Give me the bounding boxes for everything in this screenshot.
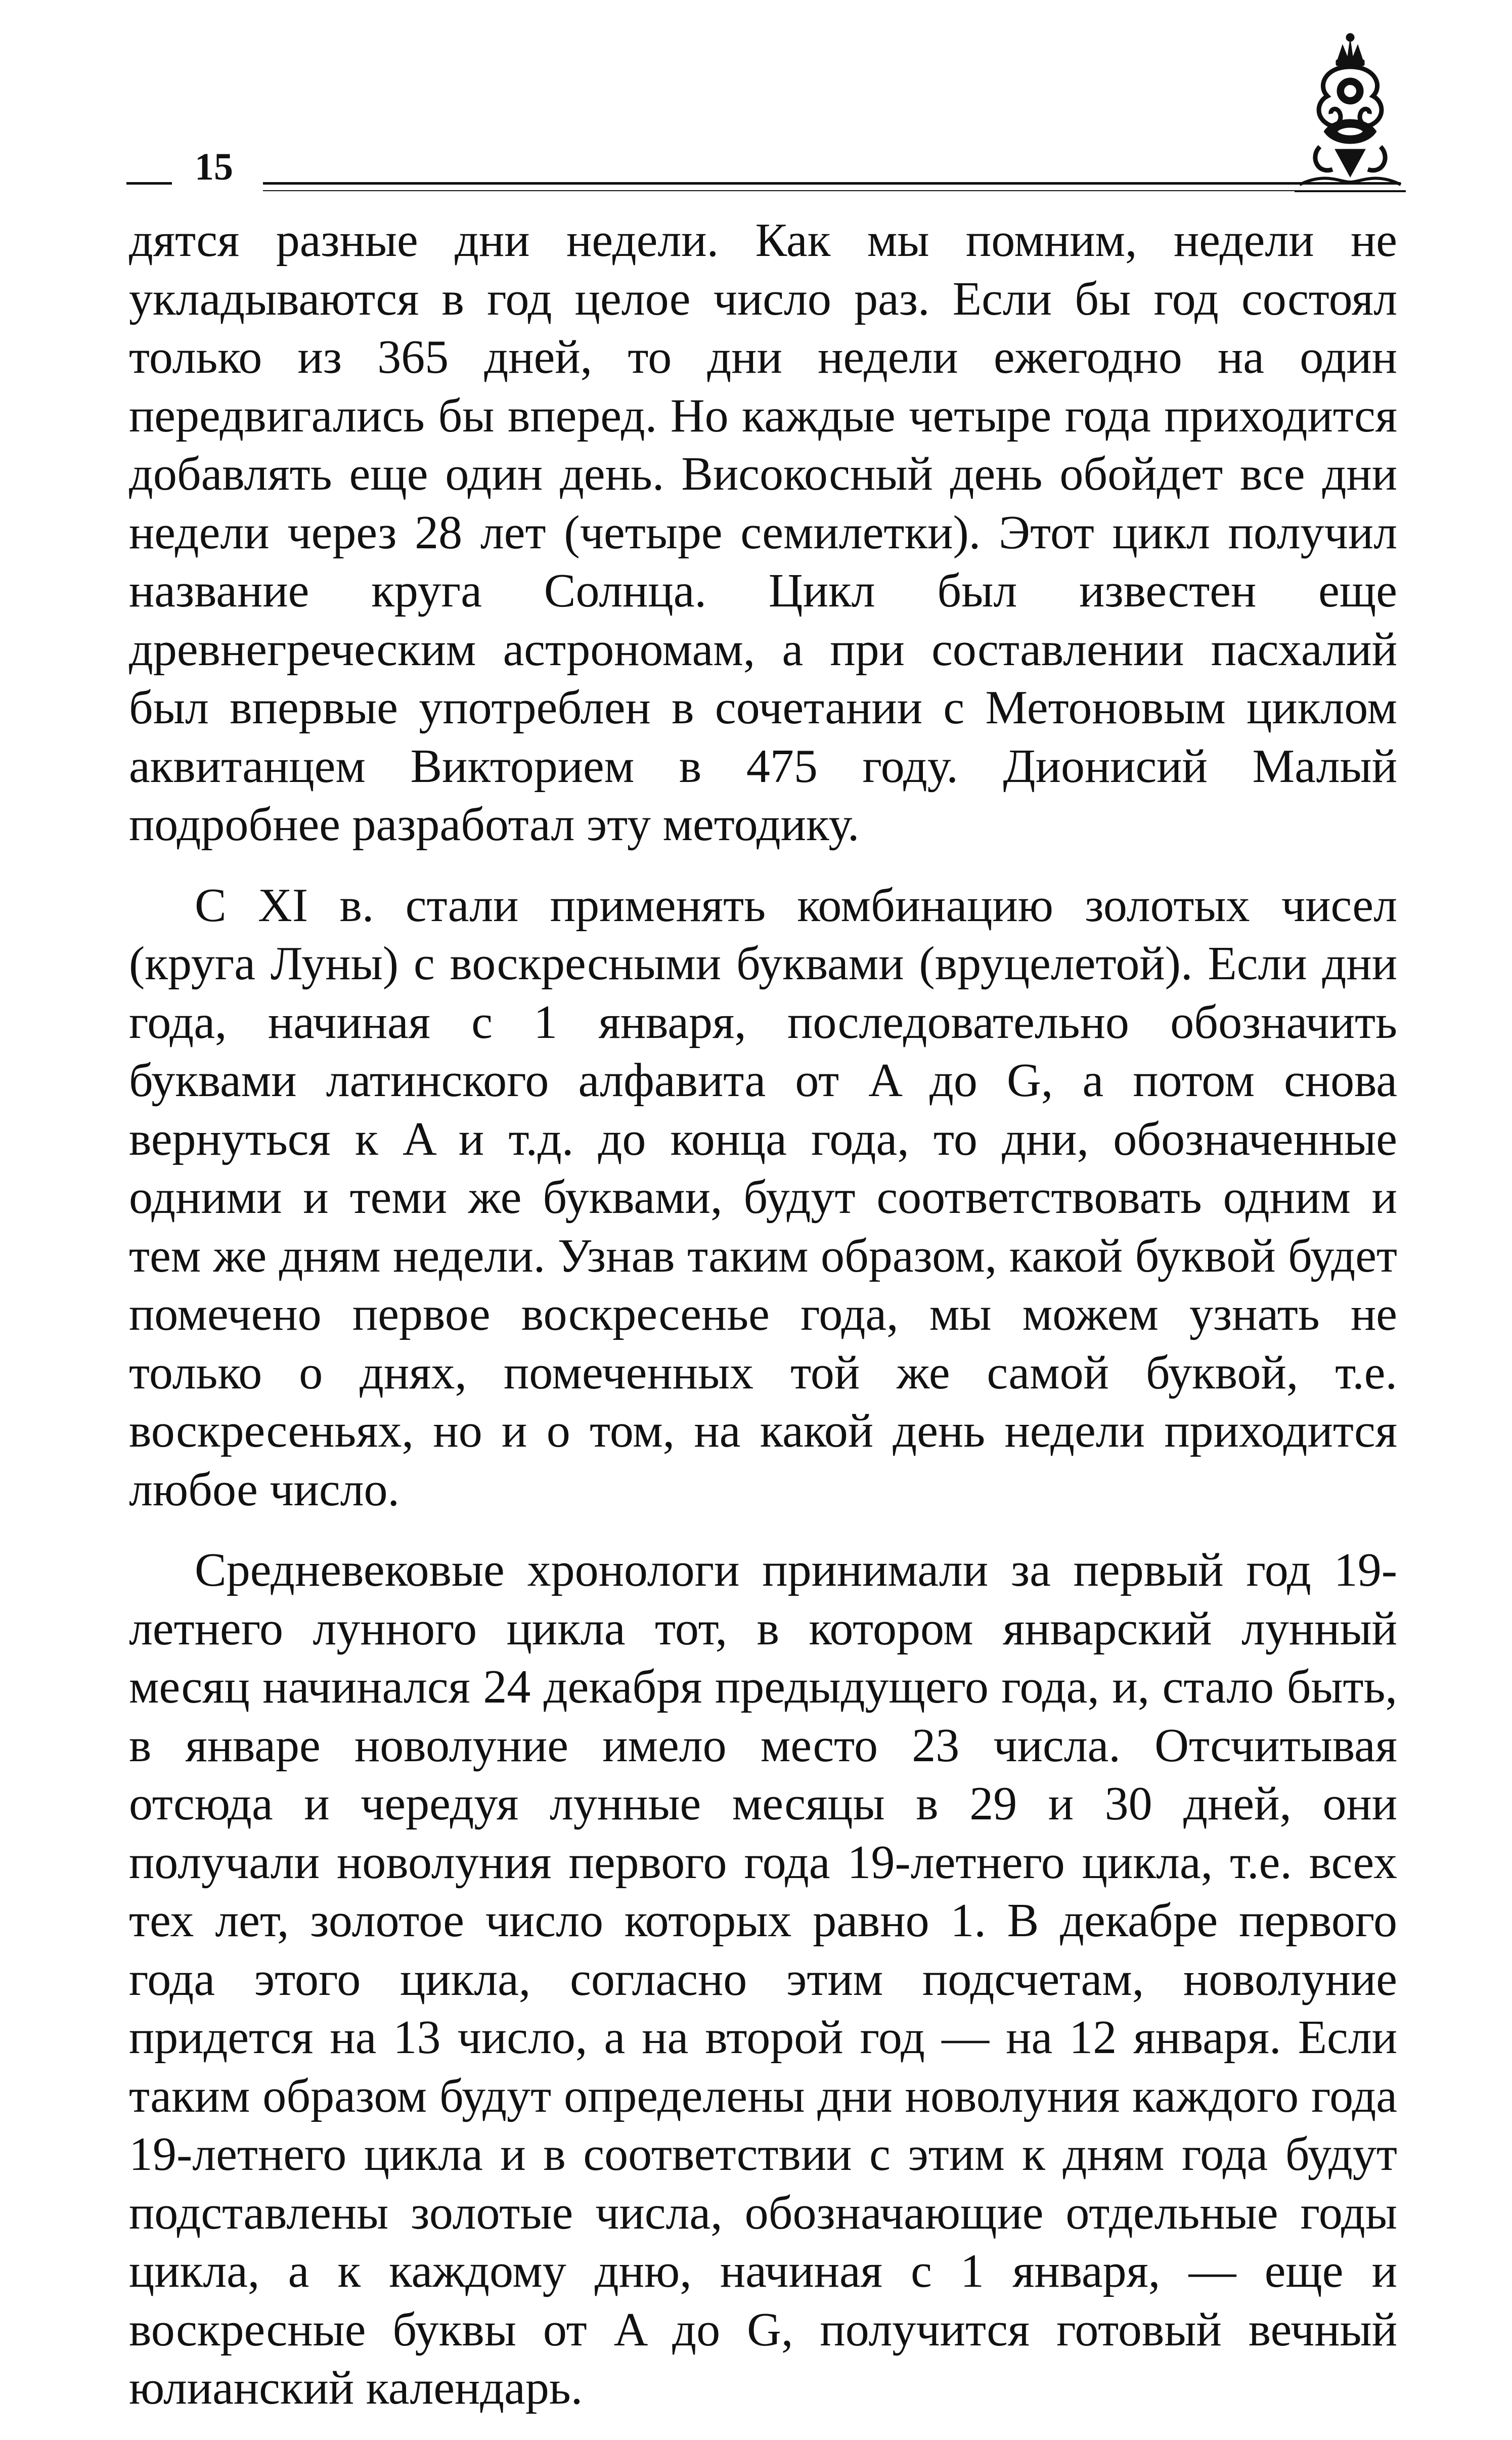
header-rule-left — [126, 182, 172, 185]
paragraph-3: Средневековые хронологи принимали за первый год 19-летнего лунного цикла тот, в котором январский лунный месяц начинался 24 декабря предыдущего года, и, стало быть, в январе новолуние имело место 23 числа. Отсчитывая отсюда и чередуя лунные месяцы в 29 и 30 дней, они получали новолуния первого года 19-летнего цикла, т.е. всех тех лет, золотое число которых равно 1. В декабре первого года этого цикла, согласно этим подсчетам, новолуние придется на 13 число, а на второй год — на 12 января. Если таким образом будут определены дни новолуния каждого года 19-летнего цикла и в соответствии с этим к дням года будут подставлены золотые числа, обозначающие отдельные годы цикла, а к каждому дню, начиная с 1 января, — еще и воскресные буквы от A до G, получится готовый вечный юлианский календарь. — [129, 1544, 1397, 2414]
paragraph-2: С XI в. стали применять комбинацию золотых чисел (круга Луны) с воскресными буквами (вруцелетой). Если дни года, начиная с 1 января, последовательно обозначить буквами латинского алфавита от A до G, а потом снова вернуться к A и т.д. до конца года, то дни, обозначенные одними и теми же буквами, будут соответствовать одним и тем же дням недели. Узнав таким образом, какой буквой будет помечено первое воскресенье года, мы можем узнать не только о днях, помеченных той же самой буквой, т.е. воскресеньях, но и о том, на какой день недели приходится любое число. — [129, 879, 1397, 1516]
header-rule-thin — [263, 190, 1401, 191]
paragraph-1: дятся разные дни недели. Как мы помним, недели не укладываются в год целое число раз. Если бы год состоял только из 365 дней, то дни недели ежегодно на один передвигались бы вперед. Но каждые четыре года приходится добавлять еще один день. Високосный день обойдет все дни недели через 28 лет (четыре семилетки). Этот цикл получил название круга Солнца. Цикл был известен еще древнегреческим астрономам, а при составлении пасхалий был впервые употреблен в сочетании с Метоновым циклом аквитанцем Викторием в 475 году. Дионисий Малый подробнее разработал эту методику. — [129, 214, 1397, 851]
page-header — [126, 30, 1411, 202]
heraldic-ornament-icon — [1289, 30, 1411, 197]
header-rule — [263, 182, 1401, 185]
page-number: 15 — [195, 146, 233, 188]
body-text — [129, 211, 1397, 2440]
